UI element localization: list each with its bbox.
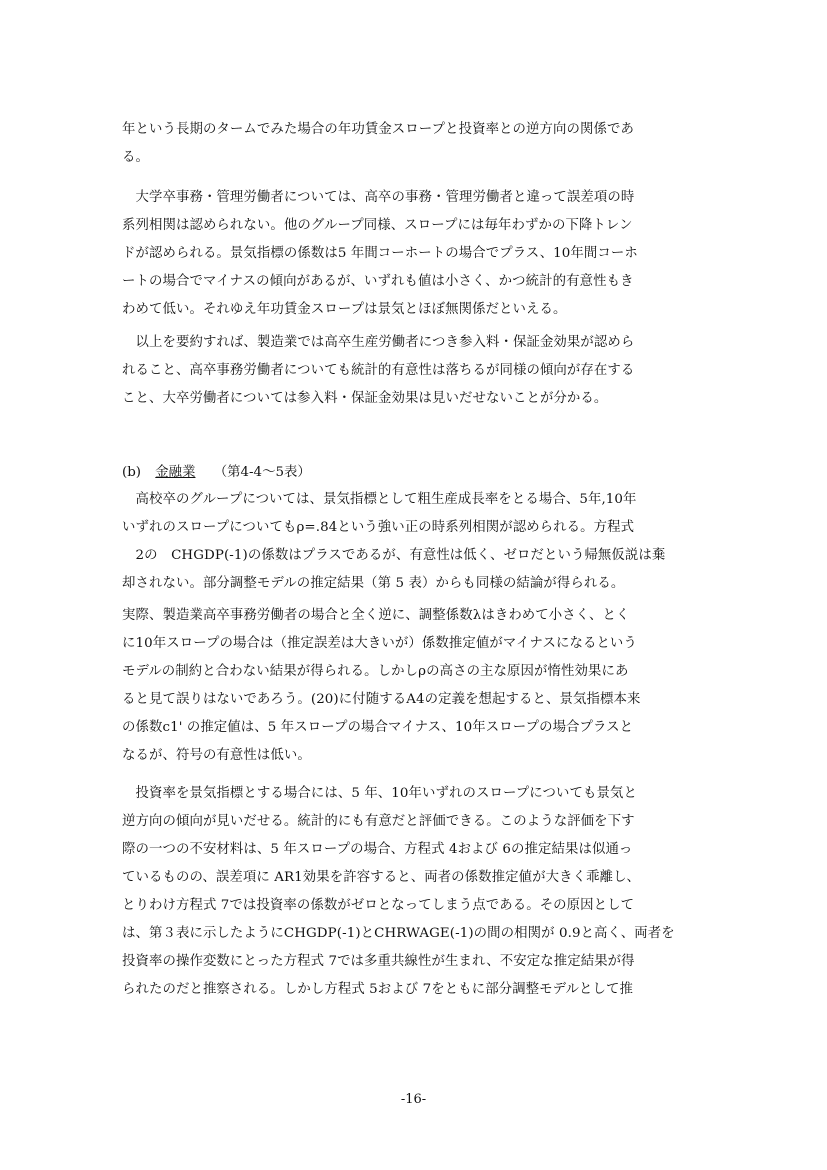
text-line: 却されない。部分調整モデルの推定結果（第 5 表）からも同様の結論が得られる。 [122,576,625,591]
text-line: なるが、符号の有意性は低い。 [122,748,311,763]
text-line: 投資率の操作変数にとった方程式 7では多重共線性が生まれ、不安定な推定結果が得 [122,954,635,969]
text-line: の係数c1' の推定値は、5 年スロープの場合マイナス、10年スロープの場合プラスと [122,720,634,735]
text-line: 実際、製造業高卒事務労働者の場合と全く逆に、調整係数λはきわめて小さく、とく [122,608,630,623]
text-line: は、第３表に示したようにCHGDP(-1)とCHRWAGE(-1)の間の相関が 0.9と高く、両者を [122,926,675,941]
text-line: 以上を要約すれば、製造業では高卒生産労働者につき参入料・保証金効果が認めら [122,335,635,350]
text-line: 系列相関は認められない。他のグループ同様、スロープには毎年わずかの下降トレン [122,218,633,233]
text-line: 年という長期のタームでみた場合の年功賃金スロープと投資率との逆方向の関係であ [122,122,634,137]
text-line: 逆方向の傾向が見いだせる。統計的にも有意だと評価できる。このような評価を下す [122,814,635,829]
text-line: 投資率を景気指標とする場合には、5 年、10年いずれのスロープについても景気と [122,786,637,801]
text-line: る。 [122,150,149,165]
text-line: とりわけ方程式 7では投資率の係数がゼロとなってしまう点である。その原因として [122,898,635,913]
section-table-ref: （第4-4〜5表） [213,465,311,480]
page-number: -16- [400,1092,427,1107]
text-line: 大学卒事務・管理労働者については、高卒の事務・管理労働者と違って誤差項の時 [122,190,635,205]
text-line: 高校卒のグループについては、景気指標として粗生産成長率をとる場合、5年,10年 [122,492,637,507]
section-label: (b) [122,465,142,480]
text-line: れること、高卒事務労働者についても統計的有意性は落ちるが同様の傾向が存在する [122,363,635,378]
text-line: いずれのスロープについてもρ=.84という強い正の時系列相関が認められる。方程式 [122,520,635,535]
section-heading [122,461,311,485]
text-line: わめて低い。それゆえ年功賃金スロープは景気とほぼ無関係だといえる。 [122,302,567,317]
paragraph-block-manufacturing [122,116,722,413]
text-line: 際の一つの不安材料は、5 年スロープの場合、方程式 4および 6の推定結果は似通っ [122,842,633,857]
text-line: ドが認められる。景気指標の係数は5 年間コーホートの場合でプラス、10年間コーホ [122,246,638,261]
paragraph-block-finance [122,486,722,1004]
text-line: ると見て誤りはないであろう。(20)に付随するA4の定義を想起すると、景気指標本来 [122,692,641,707]
text-line: ートの場合でマイナスの傾向があるが、いずれも値は小さく、かつ統計的有意性もき [122,274,634,289]
text-line: 2の CHGDP(-1)の係数はプラスであるが、有意性は低く、ゼロだという帰無仮説は棄 [122,548,666,563]
section-title: 金融業 [155,465,196,480]
text-line: モデルの制約と合わない結果が得られる。しかしρの高さの主な原因が惰性効果にあ [122,664,629,679]
text-line: られたのだと推察される。しかし方程式 5および 7をともに部分調整モデルとして推 [122,982,633,997]
text-line: に10年スロープの場合は（推定誤差は大きいが）係数推定値がマイナスになるという [122,636,637,651]
text-line: こと、大卒労働者については参入料・保証金効果は見いだせないことが分かる。 [122,391,608,406]
text-line: ているものの、誤差項に AR1効果を許容すると、両者の係数推定値が大きく乖離し、 [122,870,641,885]
